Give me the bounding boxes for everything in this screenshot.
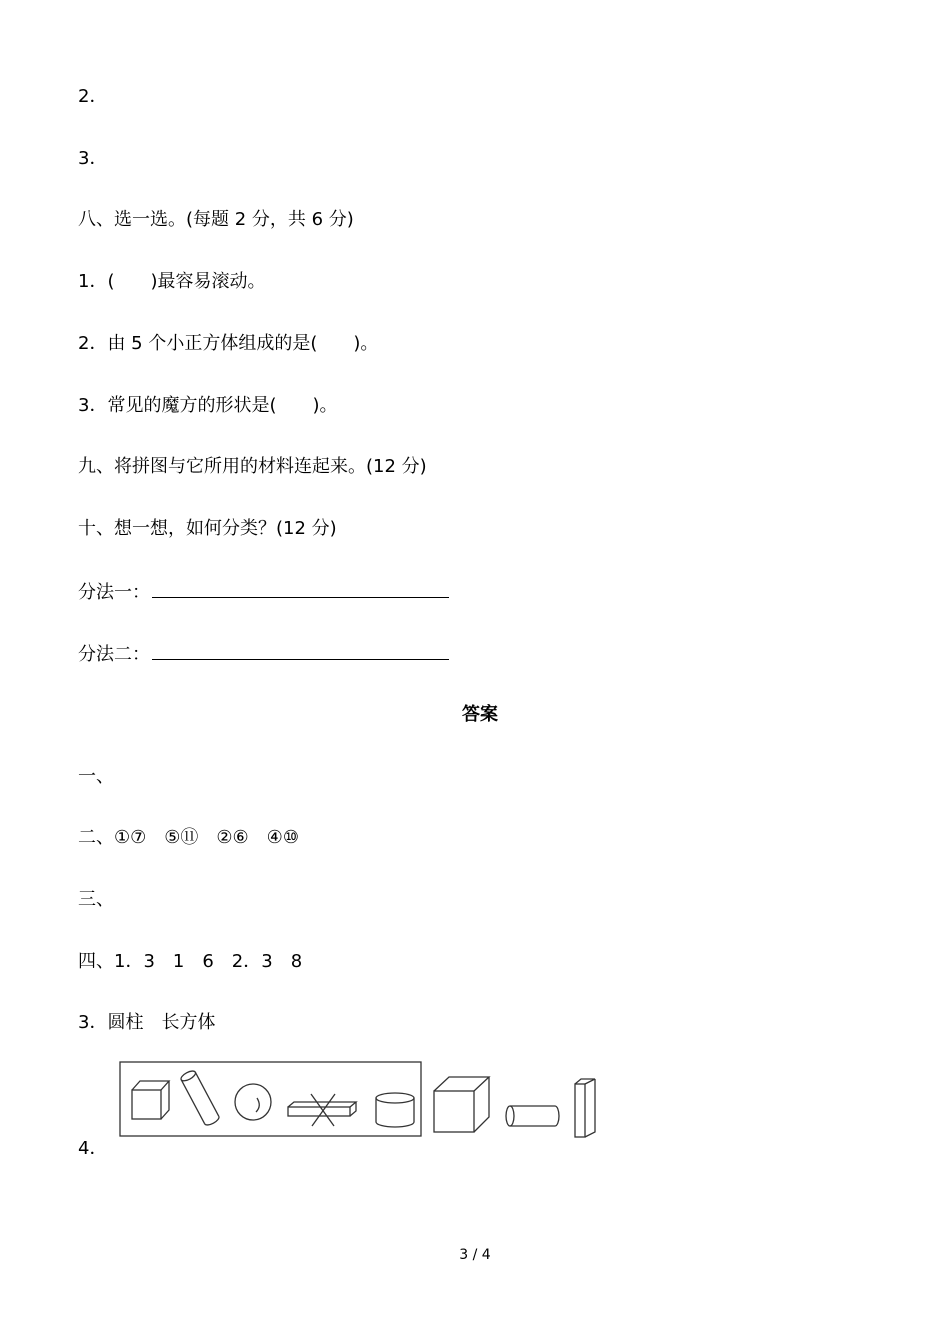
answer-line: 二、①⑦ ⑤⑪ ②⑥ ④⑩ — [78, 827, 299, 848]
section-heading-9: 九、将拼图与它所用的材料连起来。(12 分) — [78, 456, 427, 477]
page-number: 3 / 4 — [459, 1247, 491, 1263]
question-line: 2．由 5 个小正方体组成的是( )。 — [78, 333, 379, 354]
question-line: 1．( )最容易滚动。 — [78, 271, 266, 292]
method-two-label: 分法二： — [78, 644, 150, 665]
section-heading-8: 八、选一选。(每题 2 分，共 6 分) — [78, 209, 354, 230]
answer-blank[interactable] — [152, 579, 449, 598]
cross-mark-icon — [311, 1094, 335, 1126]
question-line: 3． — [78, 148, 108, 169]
sphere-icon — [235, 1084, 271, 1120]
shapes-figure — [118, 1060, 600, 1142]
section-heading-10: 十、想一想，如何分类？(12 分) — [78, 518, 337, 539]
answer-heading: 答案 — [462, 704, 498, 725]
answer-line: 一、 — [78, 766, 114, 787]
question-line: 2． — [78, 86, 108, 107]
answer-line: 三、 — [78, 889, 114, 910]
question-line: 3．常见的魔方的形状是( )。 — [78, 395, 338, 416]
large-cube-icon — [434, 1077, 489, 1132]
method-one-line — [78, 579, 449, 605]
answer-line: 四、1．3 1 6 2．3 8 — [78, 951, 303, 972]
cube-icon — [132, 1081, 169, 1119]
answer-line: 3．圆柱 长方体 — [78, 1012, 216, 1033]
answer-line: 4． — [78, 1138, 108, 1159]
cylinder-icon — [180, 1069, 221, 1127]
method-two-line — [78, 641, 449, 667]
horizontal-cylinder-icon — [506, 1106, 559, 1126]
method-one-label: 分法一： — [78, 582, 150, 603]
upright-cylinder-icon — [376, 1093, 414, 1127]
tall-cuboid-icon — [575, 1079, 595, 1137]
answer-blank[interactable] — [152, 641, 449, 660]
